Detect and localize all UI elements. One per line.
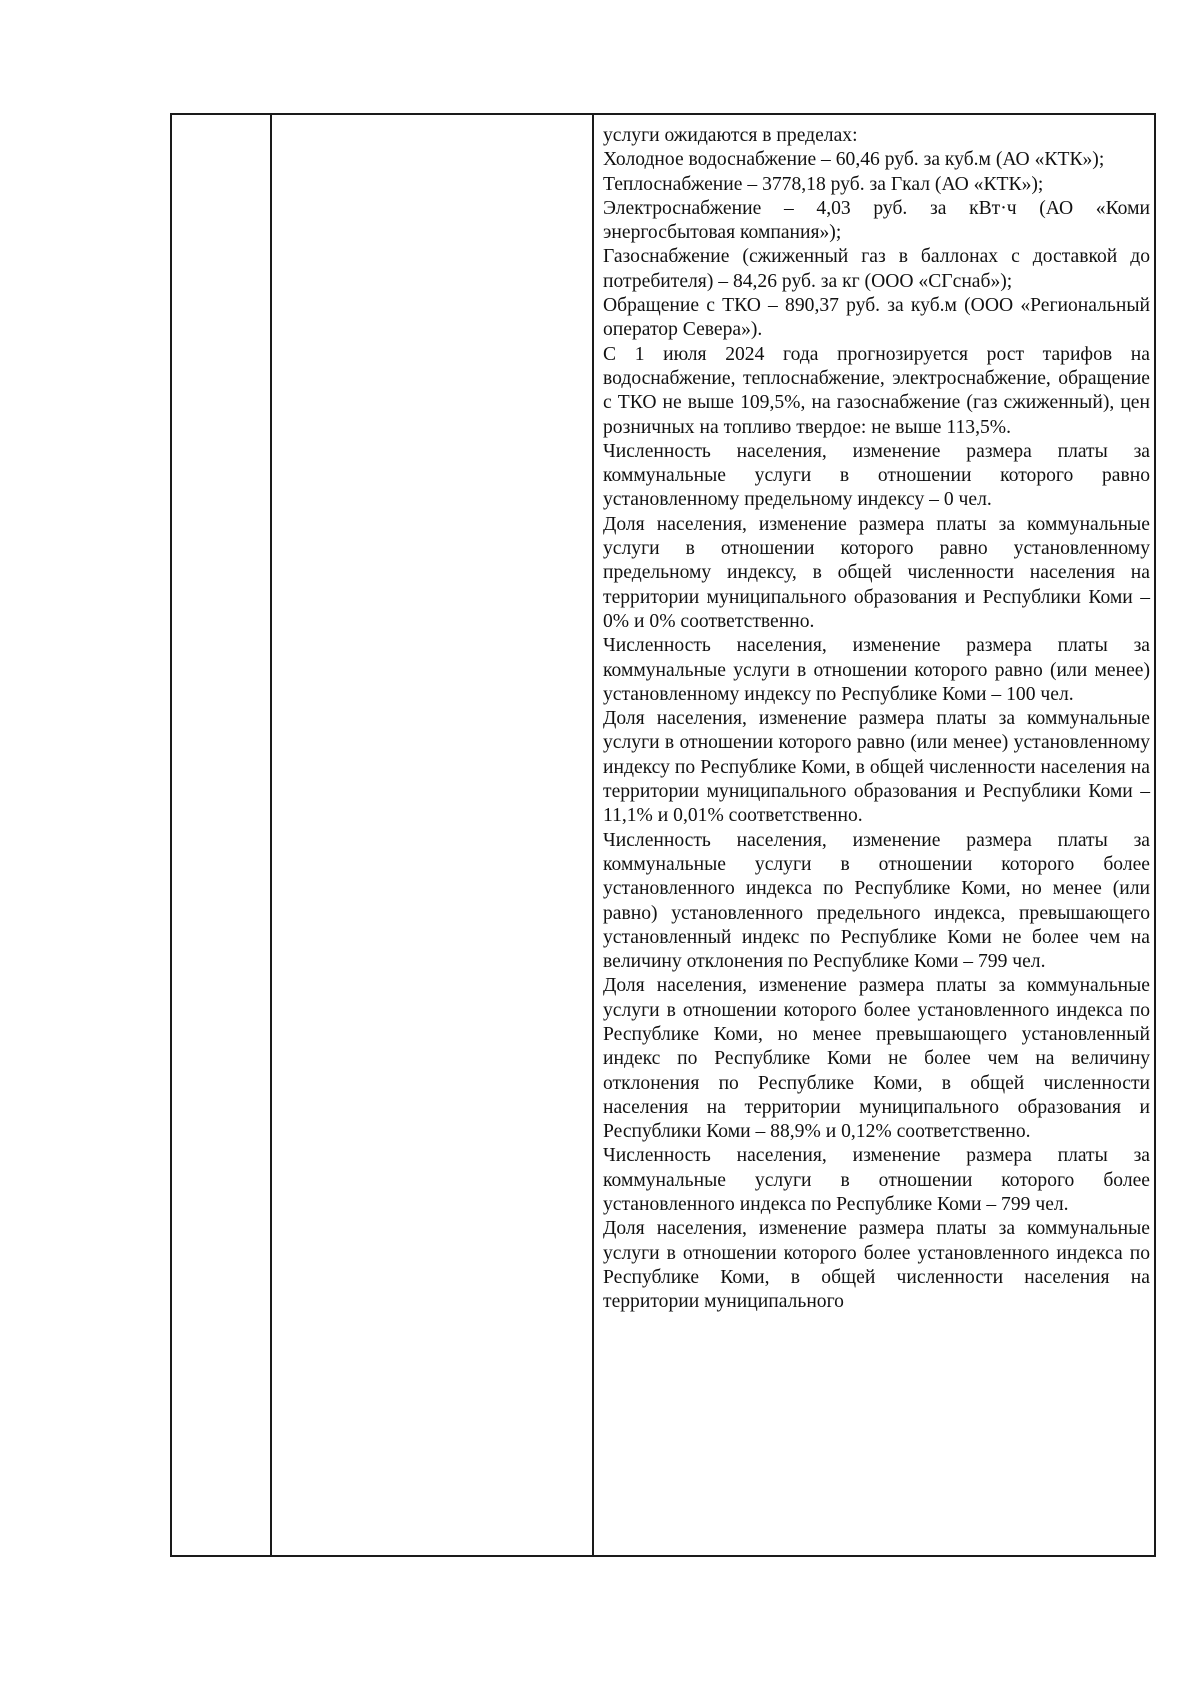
table-cell-number xyxy=(172,115,270,1555)
paragraph: С 1 июля 2024 года прогнозируется рост тарифов на водоснабжение, теплоснабжение, электроснабжение, обращение с ТКО не выше 109,5%, на газоснабжение (газ сжиженный), цен розничных на топливо твердое: не выше 113,5%. xyxy=(603,343,1150,438)
paragraph: Обращение с ТКО – 890,37 руб. за куб.м (ООО «Региональный оператор Севера»). xyxy=(603,295,1150,341)
paragraph: Газоснабжение (сжиженный газ в баллонах с доставкой до потребителя) – 84,26 руб. за кг (ООО «СГснаб»); xyxy=(603,246,1150,292)
paragraph: Доля населения, изменение размера платы за коммунальные услуги в отношении которого равно (или менее) установленному индексу по Республике Коми, в общей численности населения на территории муниципального образования и Республики Коми – 11,1% и 0,01% соответственно. xyxy=(603,708,1150,827)
paragraph: Электроснабжение – 4,03 руб. за кВт·ч (АО «Коми энергосбытовая компания»); xyxy=(603,197,1150,244)
table-cell-content xyxy=(594,115,1154,1555)
paragraph: Доля населения, изменение размера платы за коммунальные услуги в отношении которого более установленного индекса по Республике Коми, в общей численности населения на территории муниципального xyxy=(603,1218,1150,1313)
paragraph: услуги ожидаются в пределах: xyxy=(603,125,858,146)
paragraph: Численность населения, изменение размера платы за коммунальные услуги в отношении которого более установленного индекса по Республике Коми – 799 чел. xyxy=(603,1145,1150,1216)
paragraph: Численность населения, изменение размера платы за коммунальные услуги в отношении которого более установленного индекса по Республике Коми, но менее (или равно) установленного предельного индекса, превышающего установленный индекс по Республике Коми не более чем на величину отклонения по Республике Коми – 799 чел. xyxy=(603,829,1150,973)
table-cell-description xyxy=(272,115,592,1555)
paragraph: Численность населения, изменение размера платы за коммунальные услуги в отношении которого равно установленному предельному индексу – 0 чел. xyxy=(603,440,1150,511)
paragraph: Доля населения, изменение размера платы за коммунальные услуги в отношении которого равно установленному предельному индексу, в общей численности населения на территории муниципального образования и Республики Коми – 0% и 0% соответственно. xyxy=(603,513,1150,632)
paragraph: Численность населения, изменение размера платы за коммунальные услуги в отношении которого равно (или менее) установленному индексу по Республике Коми – 100 чел. xyxy=(603,635,1150,705)
document-table xyxy=(170,113,1156,1557)
paragraph: Доля населения, изменение размера платы за коммунальные услуги в отношении которого более установленного индекса по Республике Коми, но менее превышающего установленный индекс по Республике Коми не более чем на величину отклонения по Республике Коми, в общей численности населения на территории муниципального образования и Республики Коми – 88,9% и 0,12% соответственно. xyxy=(603,975,1150,1143)
paragraph: Холодное водоснабжение – 60,46 руб. за куб.м (АО «КТК»); xyxy=(603,149,1105,171)
paragraph: Теплоснабжение – 3778,18 руб. за Гкал (АО «КТК»); xyxy=(603,173,1044,195)
